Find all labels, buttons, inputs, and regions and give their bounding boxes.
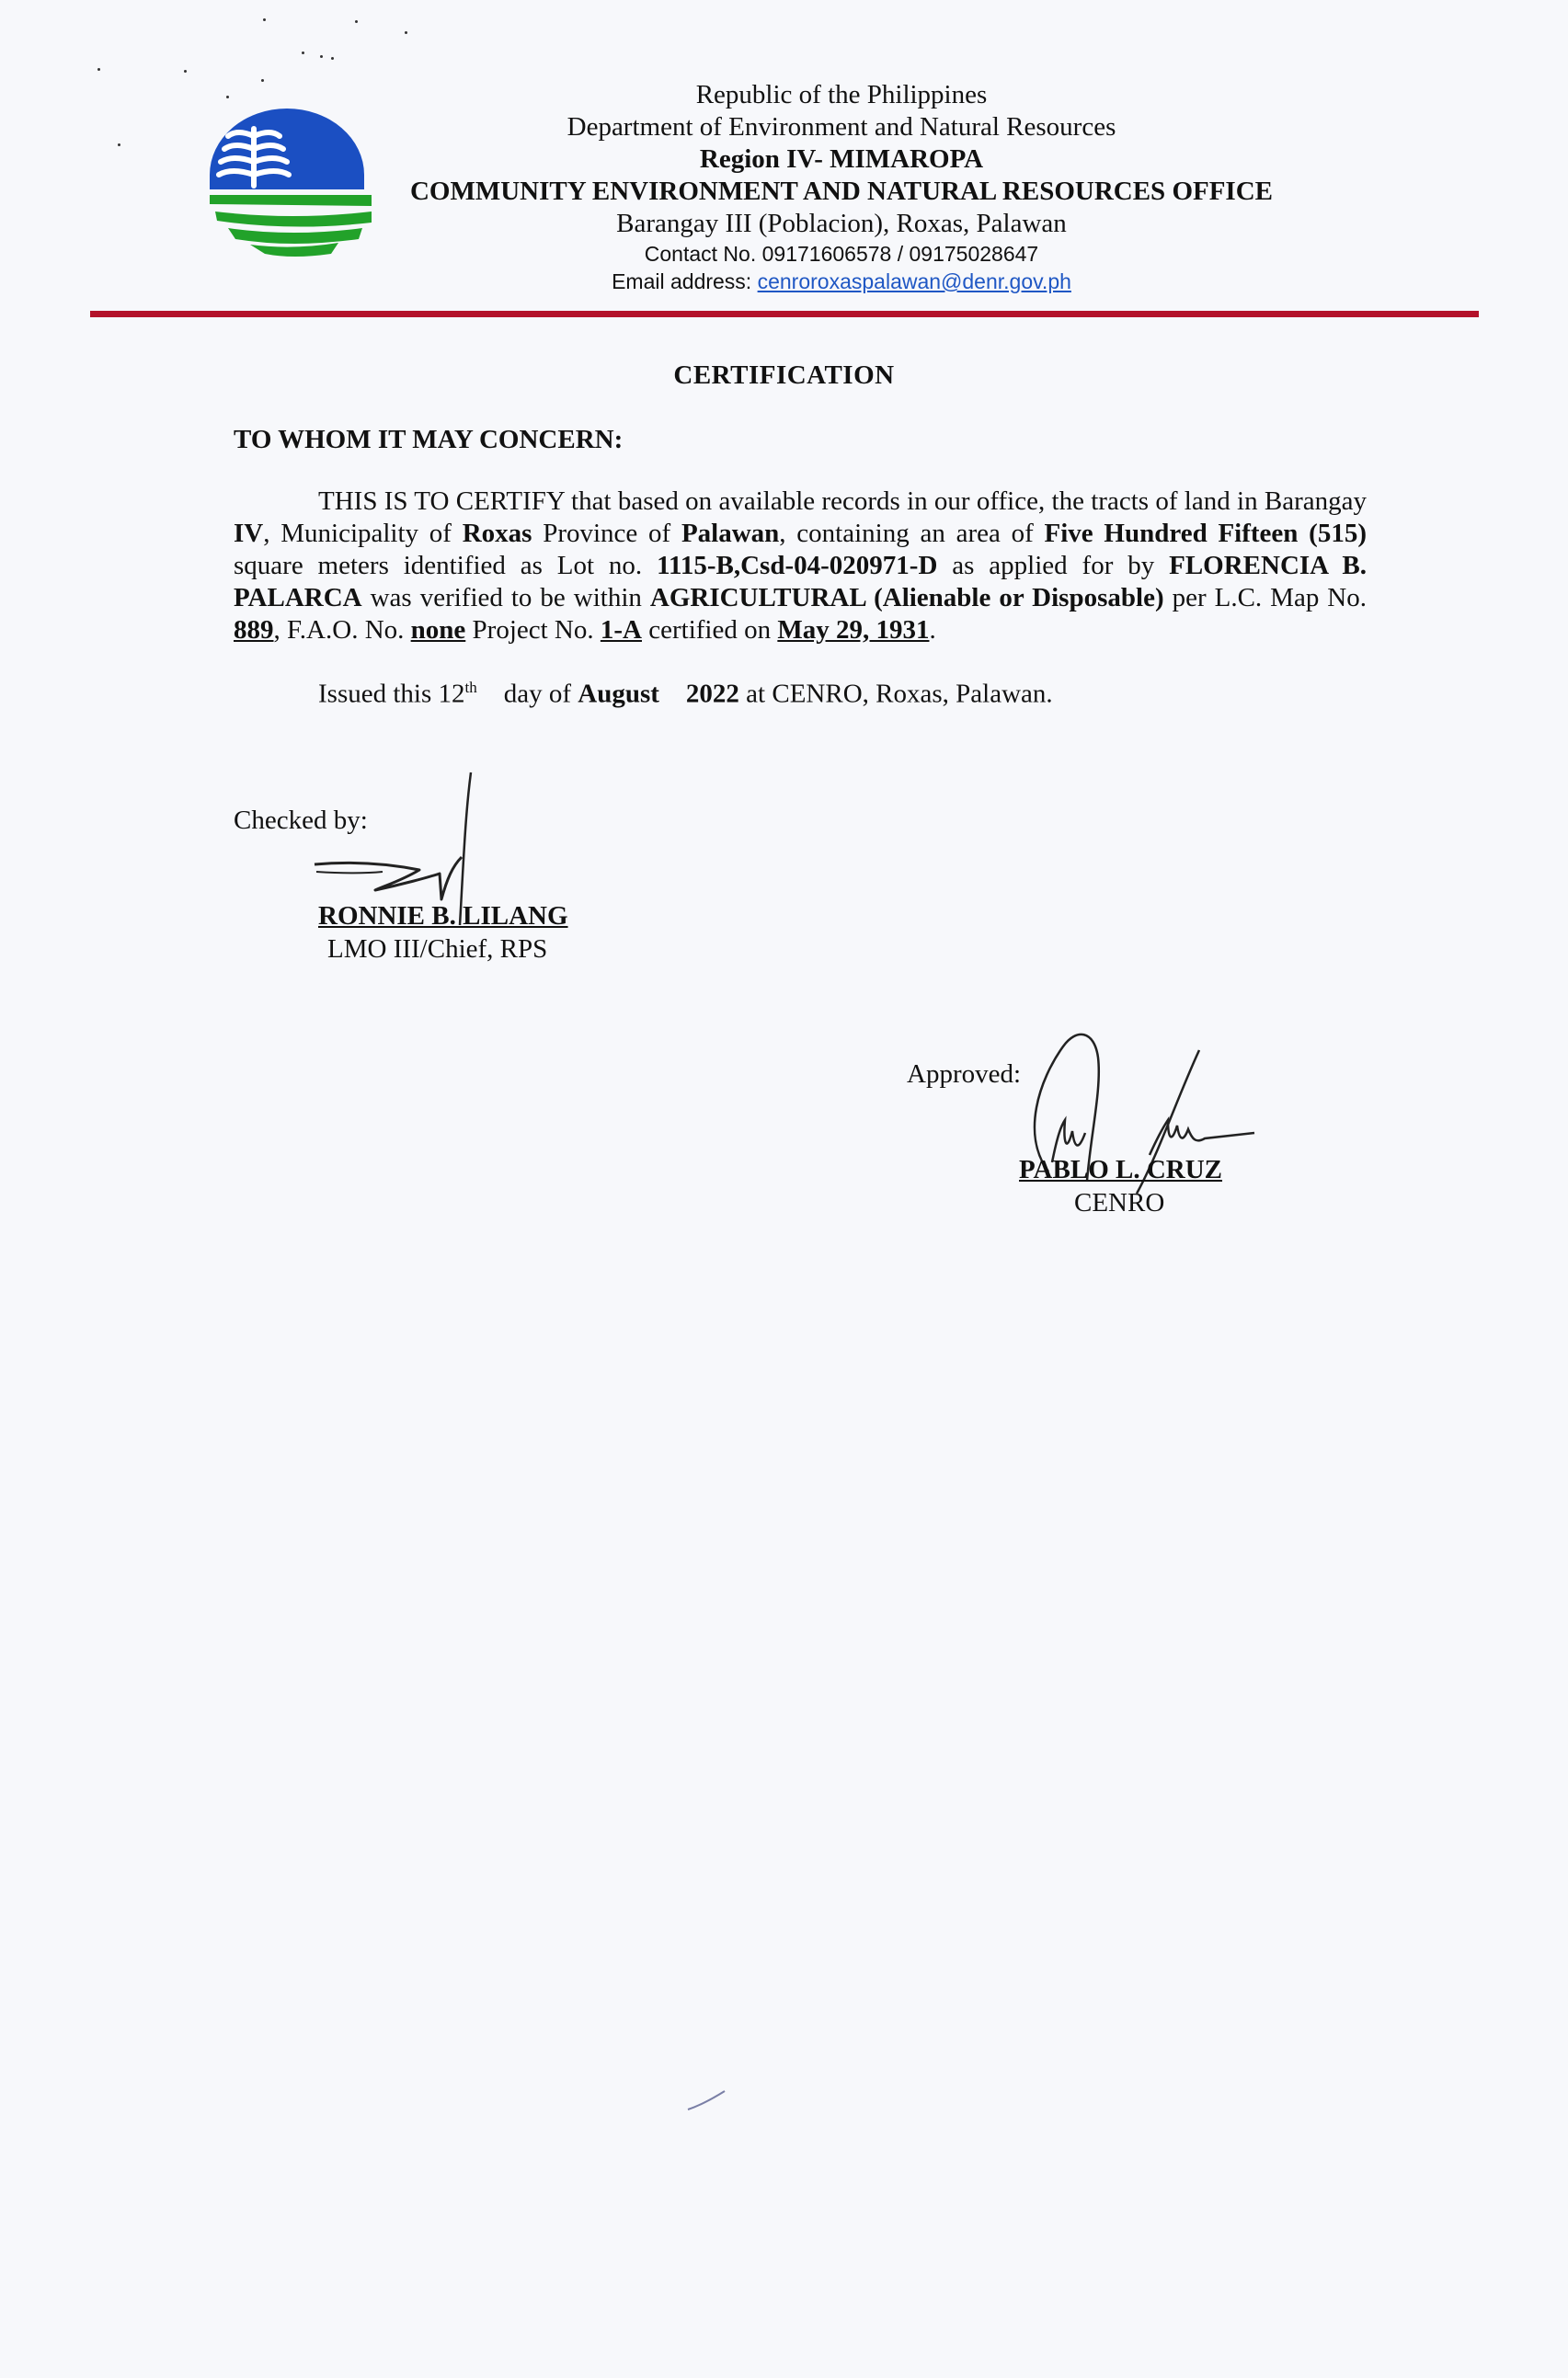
body-text: was verified to be within [361,583,650,612]
issued-year: 2022 [685,679,739,709]
issued-month: August [578,679,659,709]
lot-number-value: 1115-B,Csd-04-020971-D [657,551,938,580]
letterhead-department: Department of Environment and Natural Resources [567,112,1116,142]
salutation: TO WHOM IT MAY CONCERN: [234,425,624,454]
issued-place: at CENRO, Roxas, Palawan. [738,679,1053,709]
barangay-value: IV [234,519,264,548]
issued-text: day of [503,679,578,709]
certification-paragraph [234,486,1367,646]
body-text: THIS IS TO CERTIFY that based on available records in our office, the tracts of land in Barangay [318,486,1367,516]
scan-speck [261,79,264,82]
letterhead-republic: Republic of the Philippines [695,80,988,109]
body-text: Project No. [465,615,601,645]
issued-day: Issued this 12 [318,679,465,709]
body-text: , Municipality of [263,519,463,548]
header-divider [90,311,1479,317]
land-classification: AGRICULTURAL (Alienable or Disposable) [649,583,1164,612]
scan-speck [118,143,120,146]
letterhead-contact: Contact No. 09171606578 / 09175028647 [644,242,1039,266]
letterhead [349,79,1333,295]
approved-label: Approved: [907,1059,1022,1089]
email-label: Email address: [612,269,758,293]
checker-title: LMO III/Chief, RPS [327,934,548,964]
certified-date: May 29, 1931 [777,615,930,645]
scan-speck [226,96,229,98]
body-text: . [929,615,936,645]
scan-speck [302,51,304,54]
applicant-name: FLORENCIA B. PALARCA [234,551,1367,612]
body-text: certified on [641,615,778,645]
letterhead-region: Region IV- MIMAROPA [699,144,984,174]
checked-by-label: Checked by: [234,806,368,835]
issued-day-suffix: th [464,679,477,696]
scan-speck [355,20,358,23]
scan-speck [263,18,266,21]
province-value: Palawan [681,519,780,548]
project-number: 1-A [600,615,642,645]
letterhead-email-line [349,268,1333,295]
pen-mark [684,2087,730,2115]
scan-speck [184,70,187,73]
approver-title: CENRO [1074,1188,1165,1218]
body-text: per L.C. Map No. [1163,583,1368,612]
municipality-value: Roxas [462,519,532,548]
body-text: Province of [532,519,681,548]
area-value: Five Hundred Fifteen (515) [1044,519,1367,548]
letterhead-address: Barangay III (Poblacion), Roxas, Palawan [616,209,1067,238]
fao-number: none [410,615,466,645]
scan-speck [97,68,100,71]
letterhead-office: COMMUNITY ENVIRONMENT AND NATURAL RESOURCES OFFICE [409,177,1273,206]
body-text: as applied for by [937,551,1170,580]
scan-speck [320,55,323,58]
body-text: , containing an area of [779,519,1045,548]
body-text: square meters identified as Lot no. [234,551,658,580]
issued-line [318,679,1053,710]
body-text: , F.A.O. No. [273,615,411,645]
approver-name: PABLO L. CRUZ [1019,1155,1223,1184]
scan-speck [331,57,334,60]
scan-speck [405,31,407,34]
denr-logo-icon [200,109,372,261]
email-link[interactable]: cenroroxaspalawan@denr.gov.ph [757,269,1071,293]
lc-map-number: 889 [234,615,274,645]
checker-name: RONNIE B. LILANG [318,901,568,931]
document-title: CERTIFICATION [673,360,895,390]
